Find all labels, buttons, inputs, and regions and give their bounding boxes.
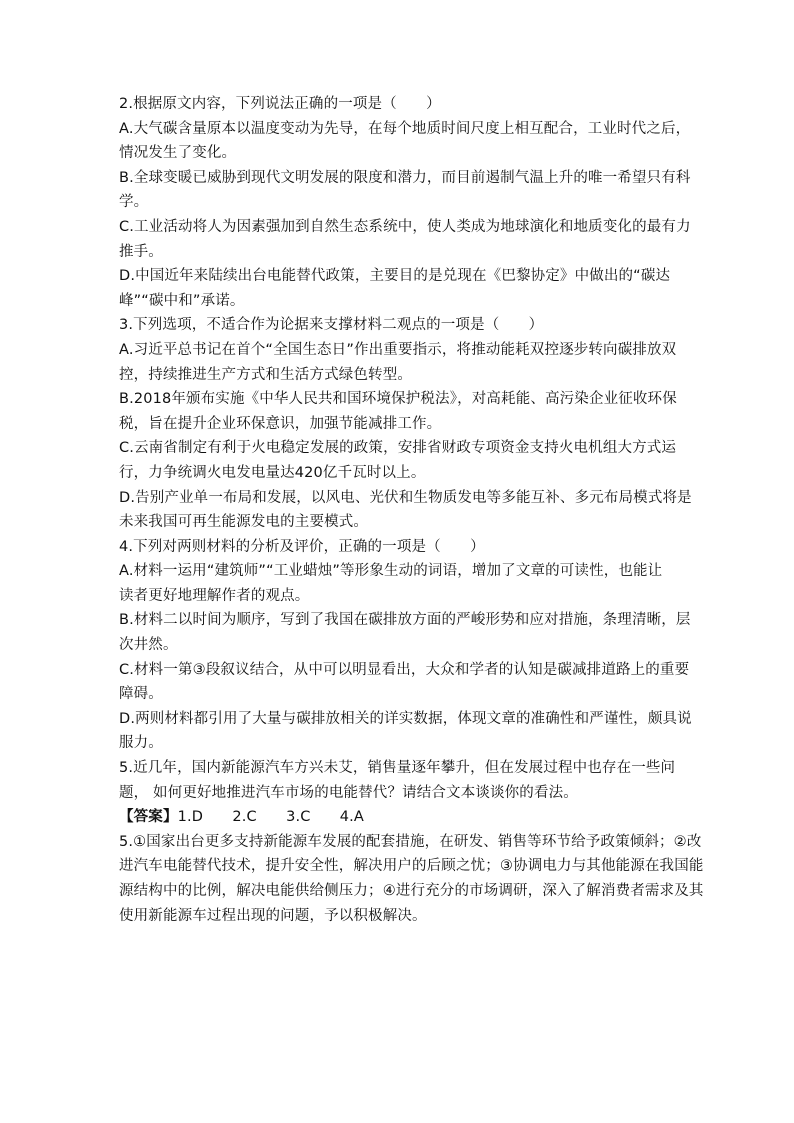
option-c-line-1: C.材料一第③段叙议结合，从中可以明显看出，大众和学者的认知是碳减排道路上的重要 <box>119 661 690 678</box>
option-a-line-2: 控，持续推进生产方式和生活方式绿色转型。 <box>119 366 412 383</box>
question-stem: 3.下列选项，不适合作为论据来支撑材料二观点的一项是（ ） <box>119 317 544 334</box>
option-d-line-2: 未来我国可再生能源发电的主要模式。 <box>119 514 369 531</box>
answer-5-line-1: 5.①国家出台更多支持新能源车发展的配套措施，在研发、销售等环节给予政策倾斜；②改 <box>119 833 702 850</box>
option-b-line-1: B.2018年颁布实施《中华人民共和国环境保护税法》，对高耗能、高污染企业征收环保 <box>119 391 677 408</box>
option-d-line-1: D.两则材料都引用了大量与碳排放相关的详实数据，体现文章的准确性和严谨性，颇具说 <box>119 710 692 727</box>
option-b-line-1: B.全球变暖已威胁到现代文明发展的限度和潜力，而目前遏制气温上升的唯一希望只有科 <box>119 169 691 186</box>
question-stem: 2.根据原文内容，下列说法正确的一项是（ ） <box>119 96 441 112</box>
answer-section <box>119 805 704 928</box>
option-b-line-1: B.材料二以时间为顺序，写到了我国在碳排放方面的严峻形势和应对措施，条理清晰，层 <box>119 612 691 629</box>
question-stem: 4.下列对两则材料的分析及评价，正确的一项是（ ） <box>119 538 485 555</box>
option-d-line-2: 服力。 <box>119 735 163 752</box>
answer-key: 1.D 2.C 3.C 4.A <box>177 809 364 826</box>
option-b-line-2: 学。 <box>119 194 149 211</box>
question-2 <box>119 92 691 313</box>
document-page <box>119 92 704 928</box>
answer-5-line-3: 源结构中的比例，解决电能供给侧压力；④进行充分的市场调研，深入了解消费者需求及其 <box>119 883 704 899</box>
option-a-line-1: A.材料一运用“建筑师”“工业蜡烛”等形象生动的词语，增加了文章的可读性，也能让 <box>119 563 663 580</box>
question-5 <box>119 756 679 805</box>
option-d-line-1: D.中国近年来陆续出台电能替代政策，主要目的是兑现在《巴黎协定》中做出的“碳达 <box>119 268 671 285</box>
option-c-line-1: C.工业活动将人为因素强加到自然生态系统中，使人类成为地球演化和地质变化的最有力 <box>119 218 691 235</box>
option-d-line-2: 峰”“碳中和”承诺。 <box>119 292 245 309</box>
option-a-line-2: 读者更好地理解作者的观点。 <box>119 587 310 604</box>
option-c-line-2: 推手。 <box>119 243 163 260</box>
option-c-line-2: 障碍。 <box>119 686 163 703</box>
question-5-line-1: 5.近几年，国内新能源汽车方兴未艾，销售量逐年攀升，但在发展过程中也存在一些问 <box>119 760 676 777</box>
option-a-line-1: A.大气碳含量原本以温度变动为先导，在每个地质时间尺度上相互配合，工业时代之后， <box>119 120 691 137</box>
option-c-line-2: 行，力争统调火电发电量达420亿千瓦时以上。 <box>119 464 426 481</box>
option-d-line-1: D.告别产业单一布局和发展，以风电、光伏和生物质发电等多能互补、多元布局模式将是 <box>119 489 692 506</box>
answer-5-line-2: 进汽车电能替代技术，提升安全性，解决用户的后顾之忧；③协调电力与其他能源在我国能 <box>119 858 704 875</box>
question-3 <box>119 313 692 534</box>
answer-key-line <box>119 805 679 830</box>
question-5-line-2: 题， 如何更好地推进汽车市场的电能替代？请结合文本谈谈你的看法。 <box>119 784 578 801</box>
option-a-line-2: 情况发生了变化。 <box>119 145 237 162</box>
option-c-line-1: C.云南省制定有利于火电稳定发展的政策，安排省财政专项资金支持火电机组大方式运 <box>119 440 677 457</box>
option-a-line-1: A.习近平总书记在首个“全国生态日”作出重要指示，将推动能耗双控逐步转向碳排放双 <box>119 341 677 358</box>
option-b-line-2: 税，旨在提升企业环保意识，加强节能减排工作。 <box>119 415 442 432</box>
answer-label: 【答案】 <box>119 809 178 826</box>
option-b-line-2: 次井然。 <box>119 637 178 654</box>
question-4 <box>119 535 692 756</box>
answer-5-line-4: 使用新能源车过程出现的问题，予以积极解决。 <box>119 907 427 924</box>
